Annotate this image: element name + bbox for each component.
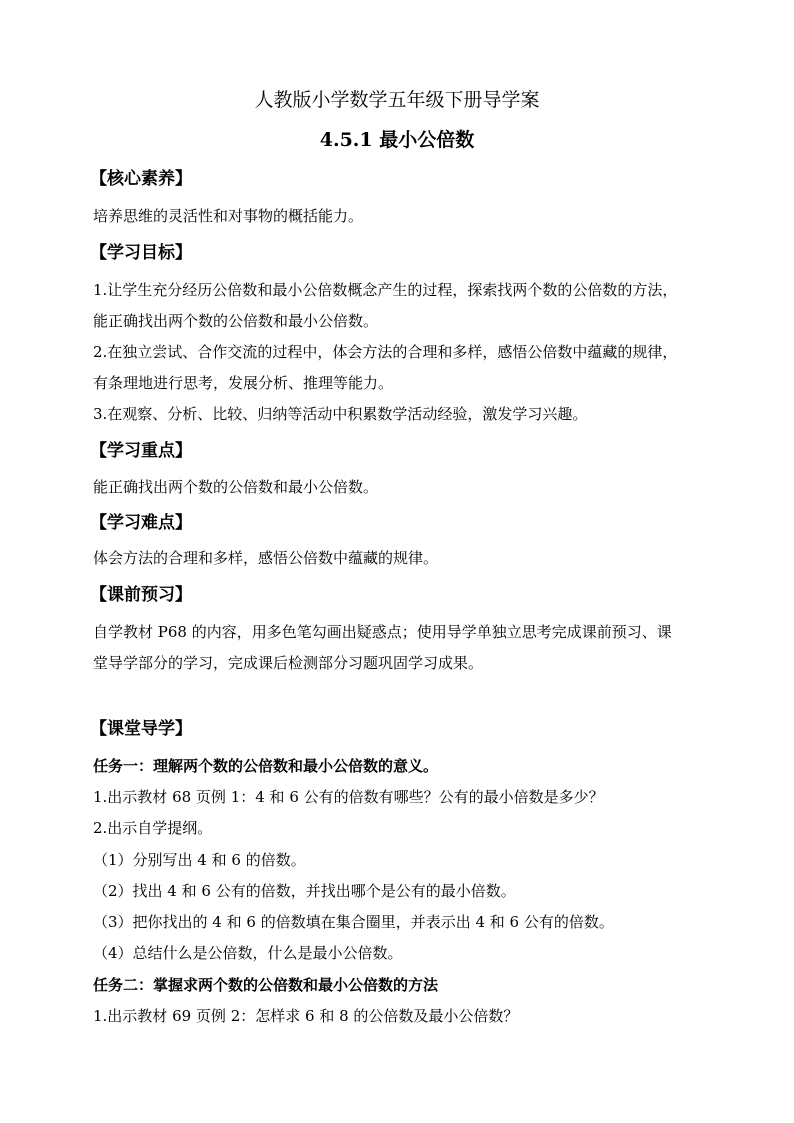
difficulties-text: 体会方法的合理和多样，感悟公倍数中蕴藏的规律。 bbox=[93, 549, 439, 567]
task-1-sub-3: （3）把你找出的 4 和 6 的倍数填在集合圈里，并表示出 4 和 6 公有的倍数。 bbox=[93, 913, 614, 931]
task-1-item-2: 2.出示自学提纲。 bbox=[93, 819, 213, 837]
task-1-sub-1: （1）分别写出 4 和 6 的倍数。 bbox=[93, 851, 306, 869]
goal-3: 3.在观察、分析、比较、归纳等活动中积累数学活动经验，激发学习兴趣。 bbox=[93, 405, 588, 423]
preview-line-1: 自学教材 P68 的内容，用多色笔勾画出疑惑点；使用导学单独立思考完成课前预习、课 bbox=[93, 623, 672, 641]
preview-heading: 【课前预习】 bbox=[90, 585, 192, 605]
task-1-sub-4: （4）总结什么是公倍数，什么是最小公倍数。 bbox=[93, 944, 403, 962]
guide-heading: 【课堂导学】 bbox=[90, 719, 192, 739]
goal-1-line-1: 1.让学生充分经历公倍数和最小公倍数概念产生的过程，探索找两个数的公倍数的方法， bbox=[93, 281, 678, 299]
task-1-title: 任务一：理解两个数的公倍数和最小公倍数的意义。 bbox=[93, 757, 439, 775]
key-points-text: 能正确找出两个数的公倍数和最小公倍数。 bbox=[93, 478, 379, 496]
goals-heading: 【学习目标】 bbox=[90, 243, 192, 263]
document-title: 人教版小学数学五年级下册导学案 bbox=[254, 89, 540, 111]
core-heading: 【核心素养】 bbox=[90, 169, 192, 189]
key-points-heading: 【学习重点】 bbox=[90, 441, 192, 461]
goal-2-line-2: 有条理地进行思考，发展分析、推理等能力。 bbox=[93, 374, 394, 392]
task-1-sub-2: （2）找出 4 和 6 公有的倍数，并找出哪个是公有的最小倍数。 bbox=[93, 882, 516, 900]
goal-1-line-2: 能正确找出两个数的公倍数和最小公倍数。 bbox=[93, 312, 379, 330]
task-1-item-1: 1.出示教材 68 页例 1：4 和 6 公有的倍数有哪些？公有的最小倍数是多少？ bbox=[93, 788, 604, 806]
preview-line-2: 堂导学部分的学习，完成课后检测部分习题巩固学习成果。 bbox=[93, 654, 484, 672]
core-text: 培养思维的灵活性和对事物的概括能力。 bbox=[93, 207, 364, 225]
task-2-title: 任务二：掌握求两个数的公倍数和最小公倍数的方法 bbox=[93, 976, 439, 994]
task-2-item-1: 1.出示教材 69 页例 2：怎样求 6 和 8 的公倍数及最小公倍数？ bbox=[93, 1007, 519, 1025]
goal-2-line-1: 2.在独立尝试、合作交流的过程中，体会方法的合理和多样，感悟公倍数中蕴藏的规律， bbox=[93, 343, 678, 361]
difficulties-heading: 【学习难点】 bbox=[90, 513, 192, 533]
lesson-title: 4.5.1 最小公倍数 bbox=[319, 129, 475, 151]
